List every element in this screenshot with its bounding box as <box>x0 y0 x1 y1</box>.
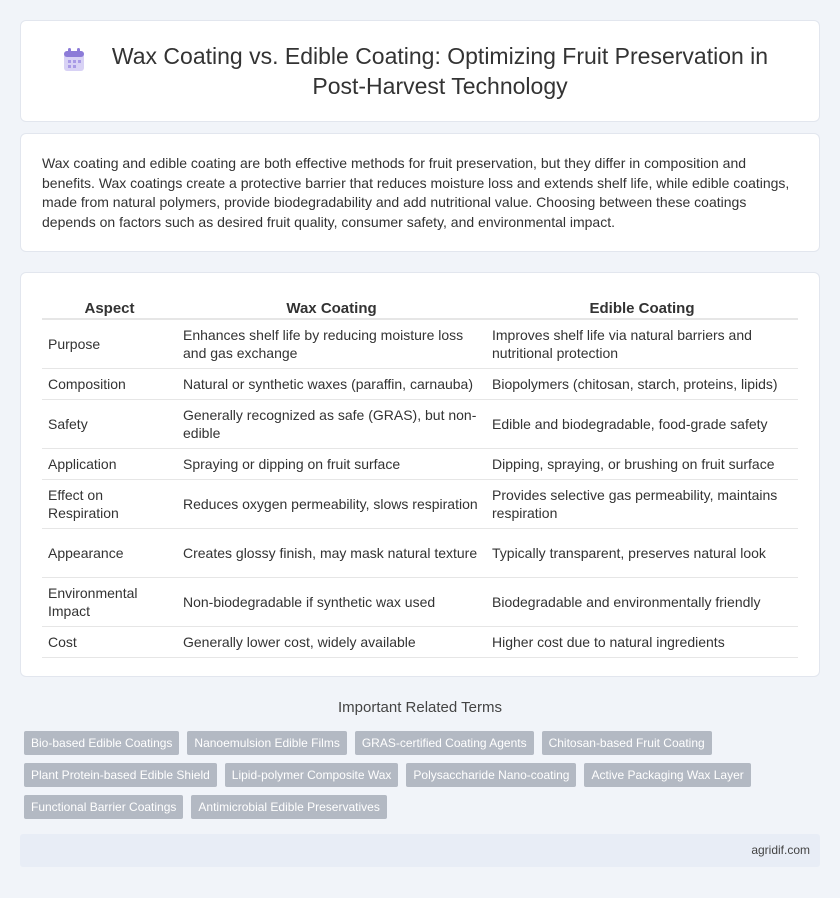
wax-cell: Spraying or dipping on fruit surface <box>177 448 486 479</box>
related-term-tag[interactable]: Nanoemulsion Edible Films <box>187 731 346 755</box>
related-term-tag[interactable]: Active Packaging Wax Layer <box>584 763 750 787</box>
edible-cell: Higher cost due to natural ingredients <box>486 626 798 657</box>
comparison-card <box>20 272 820 677</box>
edible-cell: Dipping, spraying, or brushing on fruit surface <box>486 448 798 479</box>
related-term-tag[interactable]: Antimicrobial Edible Preservatives <box>191 795 386 819</box>
wax-cell: Non-biodegradable if synthetic wax used <box>177 577 486 626</box>
wax-cell: Natural or synthetic waxes (paraffin, carnauba) <box>177 368 486 399</box>
table-header-row <box>42 298 798 319</box>
table-row <box>42 528 798 577</box>
related-term-tag[interactable]: Polysaccharide Nano-coating <box>406 763 576 787</box>
table-row <box>42 577 798 626</box>
edible-cell: Biodegradable and environmentally friendly <box>486 577 798 626</box>
aspect-cell: Cost <box>42 626 177 657</box>
header-wax-coating: Wax Coating <box>177 298 486 319</box>
comparison-table <box>42 298 798 658</box>
related-terms-title: Important Related Terms <box>338 699 502 716</box>
edible-cell: Improves shelf life via natural barriers and nutritional protection <box>486 319 798 368</box>
edible-cell: Typically transparent, preserves natural look <box>486 528 798 577</box>
table-row <box>42 319 798 368</box>
table-row <box>42 448 798 479</box>
table-row <box>42 626 798 657</box>
wax-cell: Reduces oxygen permeability, slows respiration <box>177 479 486 528</box>
aspect-cell: Appearance <box>42 528 177 577</box>
intro-card <box>20 133 820 252</box>
header-edible-coating: Edible Coating <box>486 298 798 319</box>
header-aspect: Aspect <box>42 298 177 319</box>
edible-cell: Provides selective gas permeability, maintains respiration <box>486 479 798 528</box>
aspect-cell: Purpose <box>42 319 177 368</box>
aspect-cell: Application <box>42 448 177 479</box>
related-term-tag[interactable]: Chitosan-based Fruit Coating <box>542 731 712 755</box>
title-card <box>20 20 820 122</box>
aspect-cell: Safety <box>42 399 177 448</box>
related-term-tag[interactable]: Bio-based Edible Coatings <box>24 731 179 755</box>
table-row <box>42 368 798 399</box>
page-title: Wax Coating vs. Edible Coating: Optimizing Fruit Preservation in Post-Harvest Technology <box>111 43 769 99</box>
related-term-tag[interactable]: GRAS-certified Coating Agents <box>355 731 534 755</box>
wax-cell: Generally lower cost, widely available <box>177 626 486 657</box>
aspect-cell: Environmental Impact <box>42 577 177 626</box>
related-term-tag[interactable]: Lipid-polymer Composite Wax <box>225 763 399 787</box>
footer-bar <box>20 834 820 867</box>
wax-cell: Creates glossy finish, may mask natural texture <box>177 528 486 577</box>
table-row <box>42 399 798 448</box>
table-row <box>42 479 798 528</box>
related-term-tag[interactable]: Plant Protein-based Edible Shield <box>24 763 217 787</box>
edible-cell: Biopolymers (chitosan, starch, proteins, lipids) <box>486 368 798 399</box>
wax-cell: Enhances shelf life by reducing moisture loss and gas exchange <box>177 319 486 368</box>
edible-cell: Edible and biodegradable, food-grade safety <box>486 399 798 448</box>
related-term-tag[interactable]: Functional Barrier Coatings <box>24 795 183 819</box>
aspect-cell: Composition <box>42 368 177 399</box>
site-link[interactable]: agridif.com <box>751 843 810 857</box>
related-terms-list <box>24 731 824 827</box>
intro-paragraph: Wax coating and edible coating are both effective methods for fruit preservation, but they differ in composition and benefits. Wax coatings create a protective barrier that reduces moisture loss and extends shelf life, while edible coatings, made from natural polymers, provide biodegradability and add nutritional value. Choosing between these coatings depends on factors such as desired fruit quality, consumer safety, and environmental impact. <box>42 155 790 230</box>
wax-cell: Generally recognized as safe (GRAS), but non-edible <box>177 399 486 448</box>
aspect-cell: Effect on Respiration <box>42 479 177 528</box>
